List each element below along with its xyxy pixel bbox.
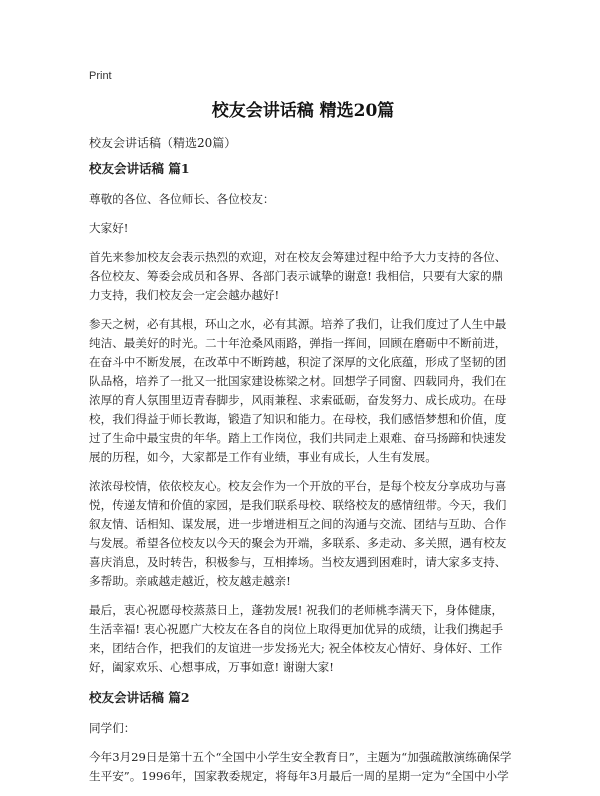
document-body	[89, 160, 517, 796]
paragraph: 大家好!	[89, 221, 129, 235]
paragraph: 尊敬的各位、各位师长、各位校友：	[89, 192, 275, 206]
section-title: 校友会讲话稿 篇1	[89, 161, 190, 176]
page-title: 校友会讲话稿 精选20篇	[211, 101, 395, 121]
document-subtitle: 校友会讲话稿（精选20篇）	[89, 136, 237, 150]
paragraph: 同学们：	[89, 721, 136, 735]
paragraph: 浓浓母校情，依依校友心。校友会作为一个开放的平台，是每个校友分享成功与喜 悦，传递友情和价值的家园，是我们联系母校、联络校友的感情纽带。今天，我们 叙友情、话相知、谋发展，进一步增进相互之间的沟通与交流、团结与互助、合作 与发展。希望各位校友以今天的聚会为开端，多联系、多走动、多关照，遇有校友 喜庆消息，及时转告，积极参与，互相捧场。当校友遇到困难时，请大家多支持、 多帮助。亲戚越走越近，校友越走越亲!	[89, 479, 507, 588]
print-link[interactable]: Print	[89, 70, 112, 82]
paragraph: 首先来参加校友会表示热烈的欢迎，对在校友会筹建过程中给予大力支持的各位、 各位校友、筹委会成员和各界、各部门表示诚挚的谢意! 我相信，只要有大家的鼎 力支持，我们校友会一定会越办越好!	[89, 250, 507, 302]
section-title: 校友会讲话稿 篇2	[89, 690, 190, 705]
paragraph: 最后，衷心祝愿母校蒸蒸日上，蓬勃发展! 祝我们的老师桃李满天下，身体健康， 生活幸福! 衷心祝愿广大校友在各自的岗位上取得更加优异的成绩，让我们携起手 来，团结合作，把我们的友谊进一步发扬光大; 祝全体校友心情好、身体好、工作 好，阖家欢乐、心想事成，万事如意! 谢谢大家!	[89, 603, 504, 674]
paragraph: 参天之树，必有其根，环山之水，必有其源。培养了我们，让我们度过了人生中最 纯洁、最美好的时光。二十年沧桑风雨路，弹指一挥间，回顾在磨砺中不断前进， 在奋斗中不断发展，在改革中不断跨越，积淀了深厚的文化底蕴，形成了坚韧的团 队品格，培养了一批又一批国家建设栋梁之材。回想学子同窗、四载同舟，我们在 浓厚的育人氛围里迈青春脚步，风雨兼程、求索砥砺，奋发努力、成长成功。在母 校，我们得益于师长教诲，锻造了知识和能力。在母校，我们感悟梦想和价值，度 过了生命中最宝贵的年华。踏上工作岗位，我们共同走上艰难、奋马扬蹄和快速发 展的历程，如今，大家都是工作有业绩，事业有成长，人生有发展。	[89, 317, 507, 464]
paragraph: 今年3月29日是第十五个“全国中小学生安全教育日”，主题为“加强疏散演练确保学 生平安”。1996年，国家教委规定，将每年3月最后一周的星期一定为“全国中小学	[89, 750, 512, 783]
